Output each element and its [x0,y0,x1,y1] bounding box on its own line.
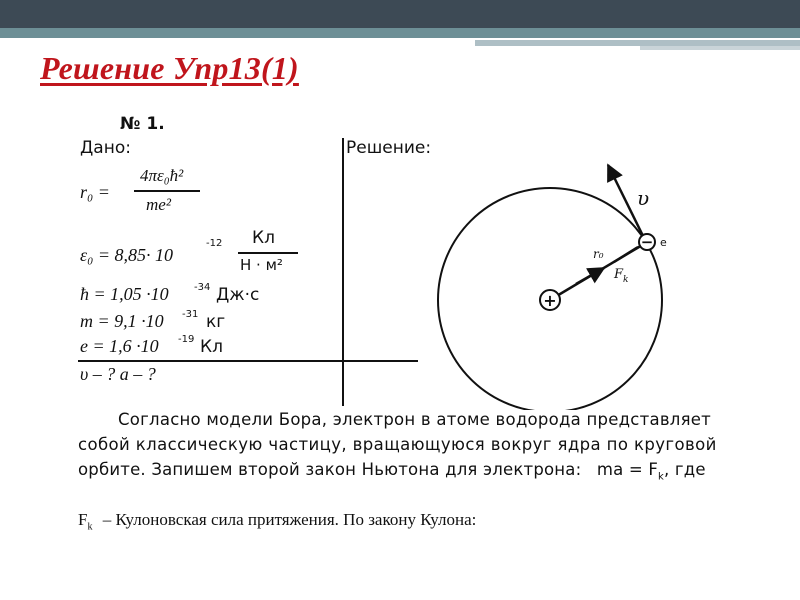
e-unit: Кл [200,337,223,357]
paragraph-line-3-text: орбите. Запишем второй закон Ньютона для электрона: [78,459,582,479]
r0-numerator: 4πε₀ħ² [140,166,184,185]
problem-image [78,110,778,550]
paragraph-line-3 [78,458,778,484]
slide-top-bar [0,0,800,28]
given-label: Дано: [80,138,131,158]
force-tail-line [614,247,638,262]
eps0-unit-bar [238,252,298,254]
newton-subscript: k [658,470,665,482]
force-subscript: k [623,275,629,285]
hbar-exponent: -34 [194,282,211,293]
paragraph-line-3-end: , где [664,459,706,479]
slide-title: Решение Упр13(1) [40,50,299,86]
coulomb-line-text: – Кулоновская сила притяжения. По закону Кулона: [102,510,477,529]
r0-fraction-bar [134,190,200,192]
force-label: F [614,267,624,282]
e-exponent: -19 [178,334,195,345]
given-solution-divider [342,138,344,406]
hbar-value: ħ = 1,05 ·10 [80,284,169,304]
paragraph-line-4 [78,510,476,532]
eps0-unit-denominator: Н · м² [240,256,283,274]
coulomb-force-symbol: F [78,510,88,529]
r0-lhs: r₀ = [80,182,110,202]
m-value: m = 9,1 ·10 [80,311,164,331]
force-arrow [576,268,604,284]
eps0-unit-numerator: Кл [252,228,275,248]
bohr-orbit-diagram [418,150,688,410]
hbar-unit: Дж·с [216,285,260,305]
solution-label: Решение: [346,138,432,158]
nucleus-sign: + [543,291,557,310]
radius-label: r₀ [593,247,604,261]
problem-number: № 1. [120,114,165,134]
paragraph [78,408,778,484]
m-exponent: -31 [182,309,199,320]
m-unit: кг [206,312,226,332]
eps0-exponent: -12 [206,238,223,249]
r0-denominator: me² [146,195,171,214]
unknowns: υ – ? a – ? [80,364,156,384]
electron-sign: − [640,233,654,251]
paragraph-line-1: Согласно модели Бора, электрон в атоме водорода представляет [118,410,712,429]
given-separator [78,360,418,362]
eps0-value: ε₀ = 8,85· 10 [80,245,173,265]
electron-label: e [660,236,667,249]
velocity-label: υ [637,186,650,210]
paragraph-line-2: собой классическую частицу, вращающуюся вокруг ядра по круговой [78,434,717,454]
coulomb-force-subscript: k [87,521,93,533]
slide-accent-bar [0,28,800,38]
e-value: e = 1,6 ·10 [80,336,159,356]
slide-band-gray [640,46,800,50]
newton-equation: ma = F [596,459,659,479]
